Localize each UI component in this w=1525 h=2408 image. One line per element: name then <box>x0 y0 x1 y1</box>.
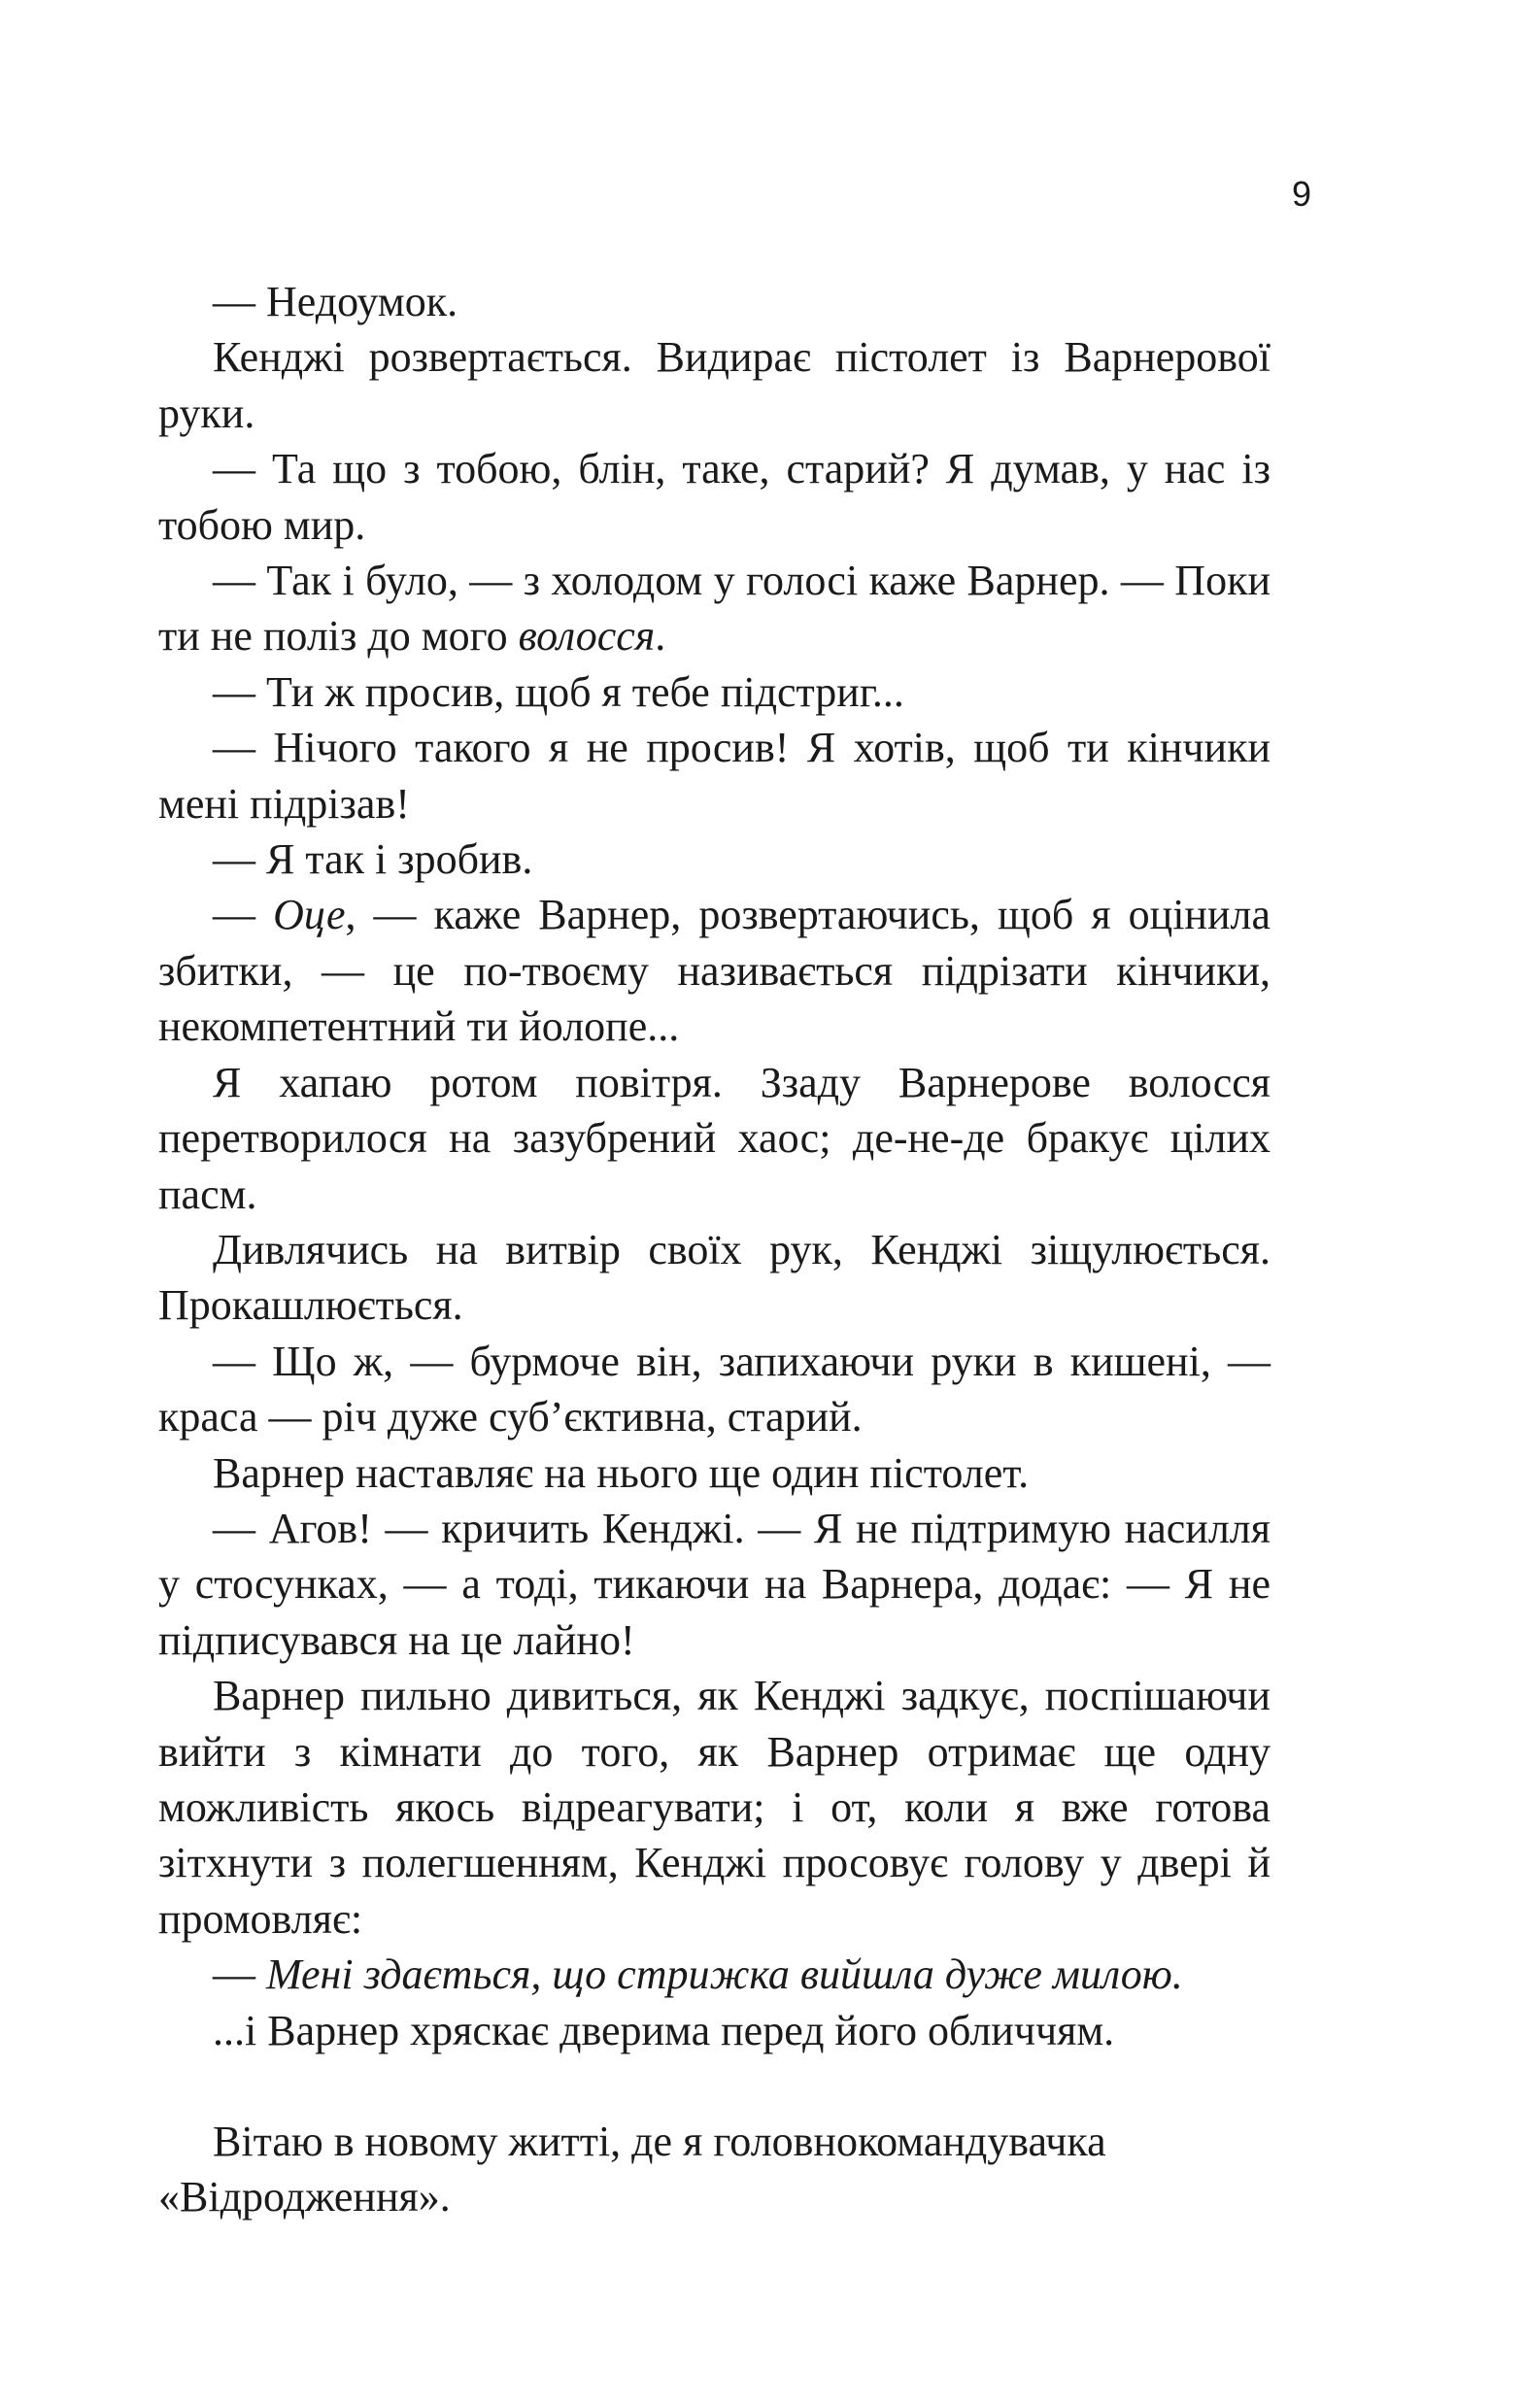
paragraph <box>158 1222 1271 1334</box>
paragraph <box>158 1947 1271 2002</box>
text-segment: — Що ж, — бурмоче він, запихаючи руки в кишені, — краса — річ дуже суб’єктивна, старий. <box>158 1337 1271 1441</box>
text-segment: Я хапаю ротом повітря. Ззаду Варнерове волосся перетворилося на зазубрений хаос; де-не-де бракує цілих пасм. <box>158 1058 1271 1218</box>
paragraph <box>158 664 1271 720</box>
text-segment: — <box>213 1950 266 1999</box>
paragraph <box>158 1334 1271 1445</box>
text-segment: Вітаю в новому житті, де я головнокомандувачка «Відродження». <box>158 2118 1106 2221</box>
section-break <box>158 2058 1271 2114</box>
paragraph <box>158 1055 1271 1222</box>
paragraph <box>158 329 1271 441</box>
text-segment: — Та що з тобою, блін, таке, старий? Я думав, у нас із тобою мир. <box>158 445 1271 549</box>
text-segment: . <box>655 612 666 661</box>
paragraph <box>158 1668 1271 1947</box>
text-segment: — Я так і зробив. <box>213 835 533 884</box>
closing-paragraph <box>158 2114 1271 2225</box>
italic-text: Оце <box>273 891 346 939</box>
text-segment: — Так і було, — з холодом у голосі каже Варнер. — Поки ти не поліз до мого <box>158 557 1271 661</box>
text-segment: ...і Варнер хряскає дверима перед його обличчям. <box>213 2006 1115 2054</box>
text-segment: Варнер пильно дивиться, як Кенджі задкує, поспішаючи вийти з кімнати до того, як Варнер отримає ще одну можливість якось відреагувати; і от, коли я вже готова зітхнути з полегшенням, Кенджі просовує голову у двері й промовляє: <box>158 1672 1271 1943</box>
text-segment: — Ти ж просив, щоб я тебе підстриг... <box>213 667 904 716</box>
paragraph <box>158 2003 1271 2058</box>
text-segment: Кенджі розвертається. Видирає пістолет із Варнерової руки. <box>158 333 1271 437</box>
text-segment: Дивлячись на витвір своїх рук, Кенджі зіщулюється. Прокашлюється. <box>158 1225 1271 1330</box>
paragraph <box>158 1501 1271 1668</box>
text-segment: — Нічого такого я не просив! Я хотів, щоб ти кінчики мені підрізав! <box>158 724 1271 828</box>
paragraph <box>158 831 1271 887</box>
paragraph <box>158 553 1271 664</box>
italic-text: Мені здається, що стрижка вийшла дуже милою. <box>266 1950 1183 1999</box>
paragraph <box>158 441 1271 553</box>
paragraph <box>158 720 1271 831</box>
text-segment: — <box>213 891 274 939</box>
text-segment: Варнер наставляє на нього ще один пістолет. <box>213 1448 1030 1497</box>
paragraph <box>158 274 1271 329</box>
italic-text: волосся <box>518 612 656 661</box>
page-number: 9 <box>1291 174 1311 214</box>
text-segment: , — каже Варнер, розвертаючись, щоб я оцінила збитки, — це по-твоєму називається підрізати кінчики, некомпетентний ти йолопе... <box>158 891 1271 1051</box>
paragraph <box>158 1445 1271 1501</box>
text-segment: — Недоумок. <box>213 278 458 325</box>
paragraph <box>158 887 1271 1054</box>
book-text <box>158 274 1271 2225</box>
text-segment: — Агов! — кричить Кенджі. — Я не підтримую насилля у стосунках, — а тоді, тикаючи на Варнера, додає: — Я не підписувався на це лайно! <box>158 1504 1271 1664</box>
